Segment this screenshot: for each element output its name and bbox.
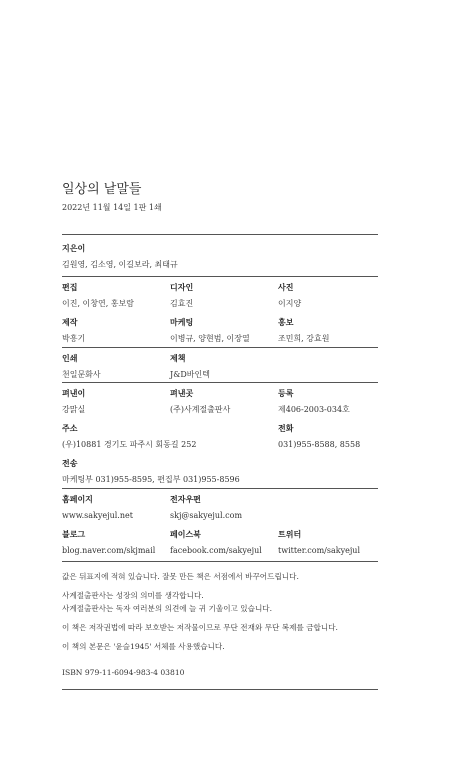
credit-publisher [62, 389, 85, 415]
credit-value: 마케팅부 031)955-8595, 편집부 031)955-8596 [62, 475, 240, 484]
credit-email [170, 495, 242, 521]
authors-value: 김원영, 김소영, 이길보라, 최태규 [62, 260, 178, 269]
credit-label: 제작 [62, 318, 78, 327]
credit-label: 전자우편 [170, 495, 201, 504]
credit-value: skj@sakyejul.com [170, 511, 243, 520]
credit-address [62, 424, 196, 450]
credit-editing [62, 283, 134, 309]
credit-publishing-house [170, 389, 230, 415]
credit-value: 제406-2003-034호 [278, 405, 350, 414]
divider [62, 689, 378, 690]
credit-label: 인쇄 [62, 354, 78, 363]
edition-line: 2022년 11월 14일 1판 1쇄 [62, 203, 162, 212]
credit-value: www.sakyejul.net [62, 511, 133, 520]
credit-photo [278, 283, 301, 309]
credit-value: 이진, 이창연, 홍보람 [62, 299, 134, 308]
divider [62, 382, 378, 383]
publisher-motto: 사계절출판사는 독자 여러분의 의견에 늘 귀 기울이고 있습니다. [62, 604, 273, 613]
credit-value: 박흥기 [62, 334, 86, 343]
credit-production [62, 318, 85, 344]
credit-value: 이병규, 양현범, 이장열 [170, 334, 250, 343]
credit-label: 홍보 [278, 318, 294, 327]
credit-label: 펴낸곳 [170, 389, 194, 398]
credit-binding [170, 354, 210, 380]
copyright-notice: 이 책은 저작권법에 따라 보호받는 저작물이므로 무단 전재와 무단 복제를 금합니다. [62, 623, 338, 632]
publisher-motto: 사계절출판사는 성장의 의미를 생각합니다. [62, 591, 204, 600]
credit-phone [278, 424, 360, 450]
credit-twitter [278, 530, 360, 556]
price-note: 값은 뒤표지에 적혀 있습니다. 잘못 만든 책은 서점에서 바꾸어드립니다. [62, 572, 299, 581]
credit-label: 펴낸이 [62, 389, 86, 398]
divider [62, 276, 378, 277]
credit-value: blog.naver.com/skjmail [62, 546, 156, 555]
credit-printing [62, 354, 101, 380]
credit-value: 이지양 [278, 299, 302, 308]
divider [62, 561, 378, 562]
credit-value: (주)사계절출판사 [170, 405, 231, 414]
credit-label: 마케팅 [170, 318, 194, 327]
font-note: 이 책의 본문은 '윤슬1945' 서체를 사용했습니다. [62, 642, 225, 651]
authors-block [62, 244, 178, 270]
credit-label: 홈페이지 [62, 495, 93, 504]
credit-facebook [170, 530, 262, 556]
credit-label: 전송 [62, 459, 78, 468]
credit-blog [62, 530, 155, 556]
credit-label: 페이스북 [170, 530, 201, 539]
book-title: 일상의 낱말들 [62, 182, 142, 197]
credit-value: 김효진 [170, 299, 194, 308]
credit-label: 트위터 [278, 530, 302, 539]
credit-pr [278, 318, 329, 344]
credit-value: J&D바인텍 [170, 370, 210, 379]
credit-design [170, 283, 193, 309]
credit-registration [278, 389, 350, 415]
authors-label: 지은이 [62, 244, 86, 253]
credit-label: 블로그 [62, 530, 86, 539]
credit-value: 조민희, 강효원 [278, 334, 330, 343]
credit-value: 031)955-8588, 8558 [278, 440, 361, 449]
colophon-page [62, 0, 378, 758]
credit-value: twitter.com/sakyejul [278, 546, 361, 555]
credit-value: facebook.com/sakyejul [170, 546, 262, 555]
isbn: ISBN 979-11-6094-983-4 03810 [62, 668, 185, 677]
divider [62, 347, 378, 348]
credit-label: 등록 [278, 389, 294, 398]
credit-label: 주소 [62, 424, 78, 433]
credit-marketing [170, 318, 250, 344]
credit-label: 편집 [62, 283, 78, 292]
divider [62, 488, 378, 489]
credit-value: (우)10881 경기도 파주시 회동길 252 [62, 440, 197, 449]
credit-value: 천일문화사 [62, 370, 101, 379]
divider [62, 234, 378, 235]
credit-label: 사진 [278, 283, 294, 292]
credit-label: 제책 [170, 354, 186, 363]
credit-label: 전화 [278, 424, 294, 433]
credit-label: 디자인 [170, 283, 194, 292]
credit-homepage [62, 495, 133, 521]
credit-fax [62, 459, 240, 485]
credit-value: 강맑실 [62, 405, 86, 414]
